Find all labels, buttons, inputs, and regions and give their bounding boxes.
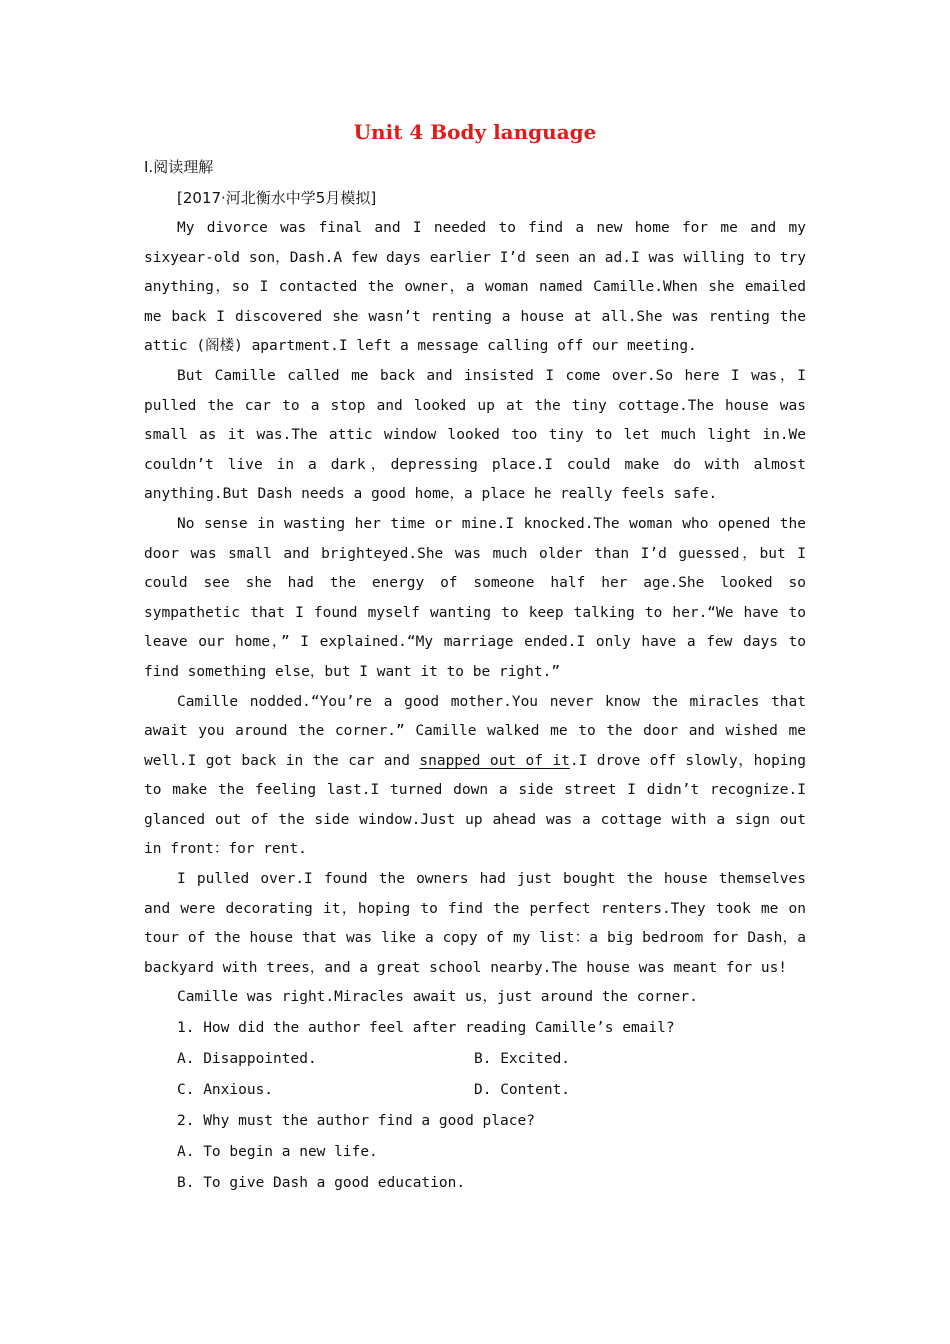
section-heading: Ⅰ.阅读理解 bbox=[144, 158, 214, 176]
reading-passage bbox=[144, 214, 806, 1199]
paragraph-5: I pulled over.I found the owners had just bought the house themselves and were decorating it，hoping to find the perfect renters.They took me on tour of the house that was like a copy of my list：a big bedroom for Dash，a backyard with trees，and a great school nearby.The house was meant for us! bbox=[144, 871, 806, 976]
option-c: C. Anxious. bbox=[177, 1082, 274, 1099]
question-1-stem: 1. How did the author feel after reading Camille’s email? bbox=[177, 1020, 675, 1037]
question-2-option-a: A. To begin a new life. bbox=[177, 1144, 378, 1161]
question-2-stem: 2. Why must the author find a good place? bbox=[177, 1113, 535, 1130]
option-b: B. Excited. bbox=[474, 1051, 571, 1068]
paragraph-1: My divorce was final and I needed to find a new home for me and my sixyear-old son，Dash.A few days earlier I’d seen an ad.I was willing to try anything，so I contacted the owner，a woman named Camille.When she emailed me back I discovered she wasn’t renting a house at all.She was renting the attic (阁楼) apartment.I left a message calling off our meeting. bbox=[144, 220, 806, 355]
question-1-options-row-2 bbox=[144, 1075, 806, 1106]
paragraph-6: Camille was right.Miracles await us，just around the corner. bbox=[177, 989, 698, 1006]
paragraph-2: But Camille called me back and insisted I come over.So here I was，I pulled the car to a stop and looked up at the tiny cottage.The house was small as it was.The attic window looked too tiny to let much light in.We couldn’t live in a dark，depressing place.I could make do with almost anything.But Dash needs a good home，a place he really feels safe. bbox=[144, 367, 806, 503]
question-1 bbox=[144, 1013, 806, 1106]
underlined-phrase: snapped out of it bbox=[419, 752, 570, 769]
option-d: D. Content. bbox=[474, 1082, 571, 1099]
paragraph-4-part-1: Camille nodded.“You’re a good mother.You never know the miracles that await you around the corner.” Camille walked me to the door and wished me well.I got back in the car and bbox=[144, 693, 806, 769]
question-2-option-b: B. To give Dash a good education. bbox=[177, 1175, 466, 1192]
paragraph-4 bbox=[144, 688, 806, 866]
option-a: A. Disappointed. bbox=[177, 1051, 317, 1068]
paragraph-4-part-2: .I drove off slowly，hoping to make the feeling last.I turned down a side street I didn’t recognize.I glanced out of the side window.Just up ahead was a cottage with a sign out in front：for rent. bbox=[144, 752, 806, 858]
question-2 bbox=[144, 1106, 806, 1199]
source-note: [2017·河北衡水中学5月模拟] bbox=[177, 189, 377, 207]
unit-title: Unit 4 Body language bbox=[353, 120, 597, 144]
paragraph-3: No sense in wasting her time or mine.I knocked.The woman who opened the door was small and brighteyed.She was much older than I’d guessed，but I could see she had the energy of someone half her age.She looked so sympathetic that I found myself wanting to keep talking to her.“We have to leave our home，” I explained.“My marriage ended.I only have a few days to find something else，but I want it to be right.” bbox=[144, 515, 806, 680]
question-1-options-row-1 bbox=[144, 1044, 806, 1075]
